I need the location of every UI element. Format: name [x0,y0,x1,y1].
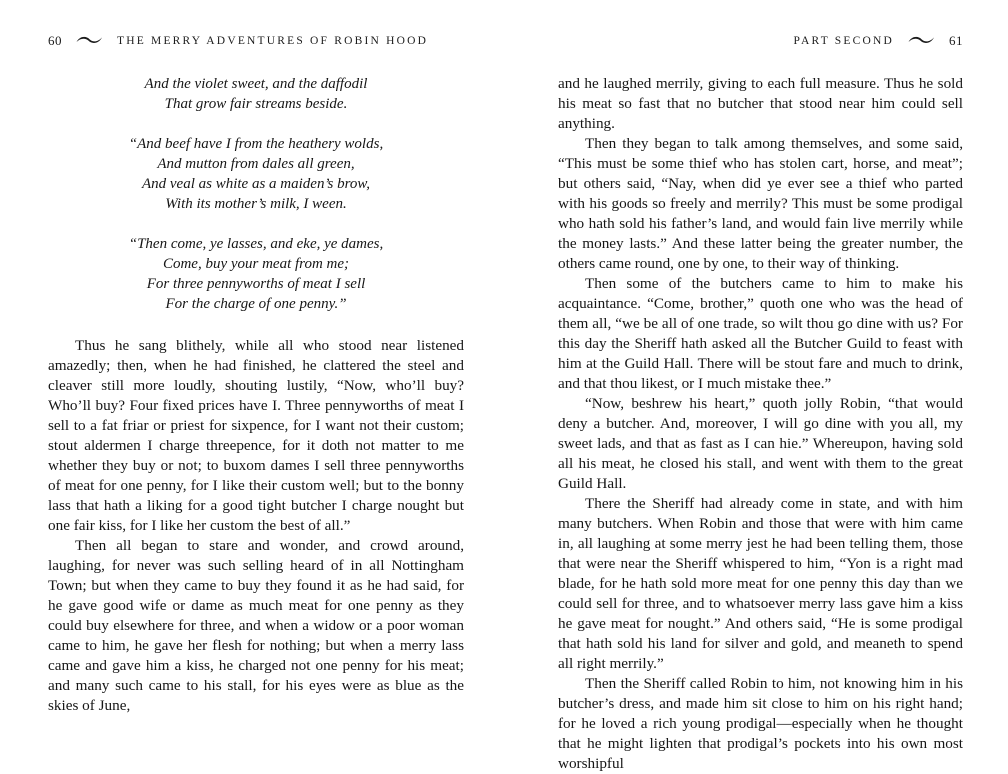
verse-line: And veal as white as a maiden’s brow, [141,176,371,192]
verse-line: And the violet sweet, and the daffodil [144,76,368,92]
paragraph: There the Sheriff had already come in state, and with him many butchers. When Robin and those that were with him came in, all laughing at some merry jest he had been telling them, those that were near the Sheriff whispered to him, “Yon is a right mad blade, for he hath sold more meat for one penny this day than we could sell for three, and to whatsoever merry lass gave him a kiss he gave meat for nought.” And others said, “He is some prodigal that hath sold his land for silver and gold, and meaneth to spend all right merrily.” [558,495,963,672]
left-page-number: 60 [48,33,62,48]
section-title: PART SECOND [793,35,894,47]
paragraph: Then all began to stare and wonder, and crowd around, laughing, for never was such selling heard of in all Nottingham Town; but when they came to buy they found it as he had said, for he gave good wife or dame as much meat for one penny as they could buy elsewhere for three, and when a widow or a poor woman came to him, he gave her flesh for nothing; but when a merry lass came and gave him a kiss, he charged not one penny for his meat; and many such came to his stall, for his eyes were as blue as the skies of June, [48,537,464,714]
verse-stanza [48,74,464,114]
left-page [48,0,464,768]
swash-ornament-icon [76,35,103,48]
right-page [558,0,963,772]
verse-line: For three pennyworths of meat I sell [146,276,366,292]
right-running-head [558,33,963,49]
paragraph: Then they began to talk among themselves, and some said, “This must be some thief who has stolen cart, horse, and meat”; but others said, “Nay, when did ye ever see a thief who parted with his goods so freely and merrily? This must be some prodigal who hath sold his father’s land, and would fain live merrily while the money lasts.” And these latter being the greater number, the others came round, one by one, to their way of thinking. [558,135,963,272]
verse-line: For the charge of one penny.” [165,296,347,312]
paragraph: “Now, beshrew his heart,” quoth jolly Robin, “that would deny a butcher. And, moreover, I will go dine with you all, my sweet lads, and that as fast as I can hie.” Whereupon, having sold all his meat, he closed his stall, and went with them to the great Guild Hall. [558,395,963,492]
paragraph: Then the Sheriff called Robin to him, not knowing him in his butcher’s dress, and made him sit close to him on his right hand; for he loved a rich young prodigal—especially when he thought that he might lighten that prodigal’s pockets into his own most worshipful [558,675,963,772]
left-running-head [48,33,464,49]
left-page-body [48,336,464,716]
verse-line: “And beef have I from the heathery wolds, [128,136,384,152]
verse-line: With its mother’s milk, I ween. [165,196,347,212]
paragraph: Then some of the butchers came to him to make his acquaintance. “Come, brother,” quoth one who was the head of them all, “we be all of one trade, so wilt thou go dine with us? For this day the Sheriff hath asked all the Butcher Guild to feast with him at the Guild Hall. There will be stout fare and much to drink, and that thou likest, or I much mistake thee.” [558,275,963,392]
verse-line: And mutton from dales all green, [157,156,355,172]
right-page-body [558,74,963,774]
paragraph: and he laughed merrily, giving to each full measure. Thus he sold his meat so fast that no butcher that stood near him could sell anything. [558,75,963,132]
paragraph: Thus he sang blithely, while all who stood near listened amazedly; then, when he had finished, he clattered the steel and cleaver still more loudly, shouting lustily, “Now, who’ll buy? Who’ll buy? Four fixed prices have I. Three pennyworths of meat I sell to a fat friar or priest for sixpence, for I want not their custom; stout aldermen I charge threepence, for it doth not matter to me whether they buy or not; to buxom dames I sell three pennyworths of meat for one penny, for I like their custom well; but to the bonny lass that hath a liking for a good tight butcher I charge nought but one fair kiss, for I like her custom the best of all.” [48,337,464,534]
running-title: THE MERRY ADVENTURES OF ROBIN HOOD [117,35,429,47]
verse-line: That grow fair streams beside. [164,96,348,112]
verse-line: Come, buy your meat from me; [162,256,350,272]
verse-block [48,74,464,334]
swash-ornament-icon [908,35,935,48]
verse-stanza [48,134,464,214]
verse-stanza [48,234,464,314]
verse-line: “Then come, ye lasses, and eke, ye dames, [128,236,384,252]
right-page-number: 61 [949,33,963,48]
